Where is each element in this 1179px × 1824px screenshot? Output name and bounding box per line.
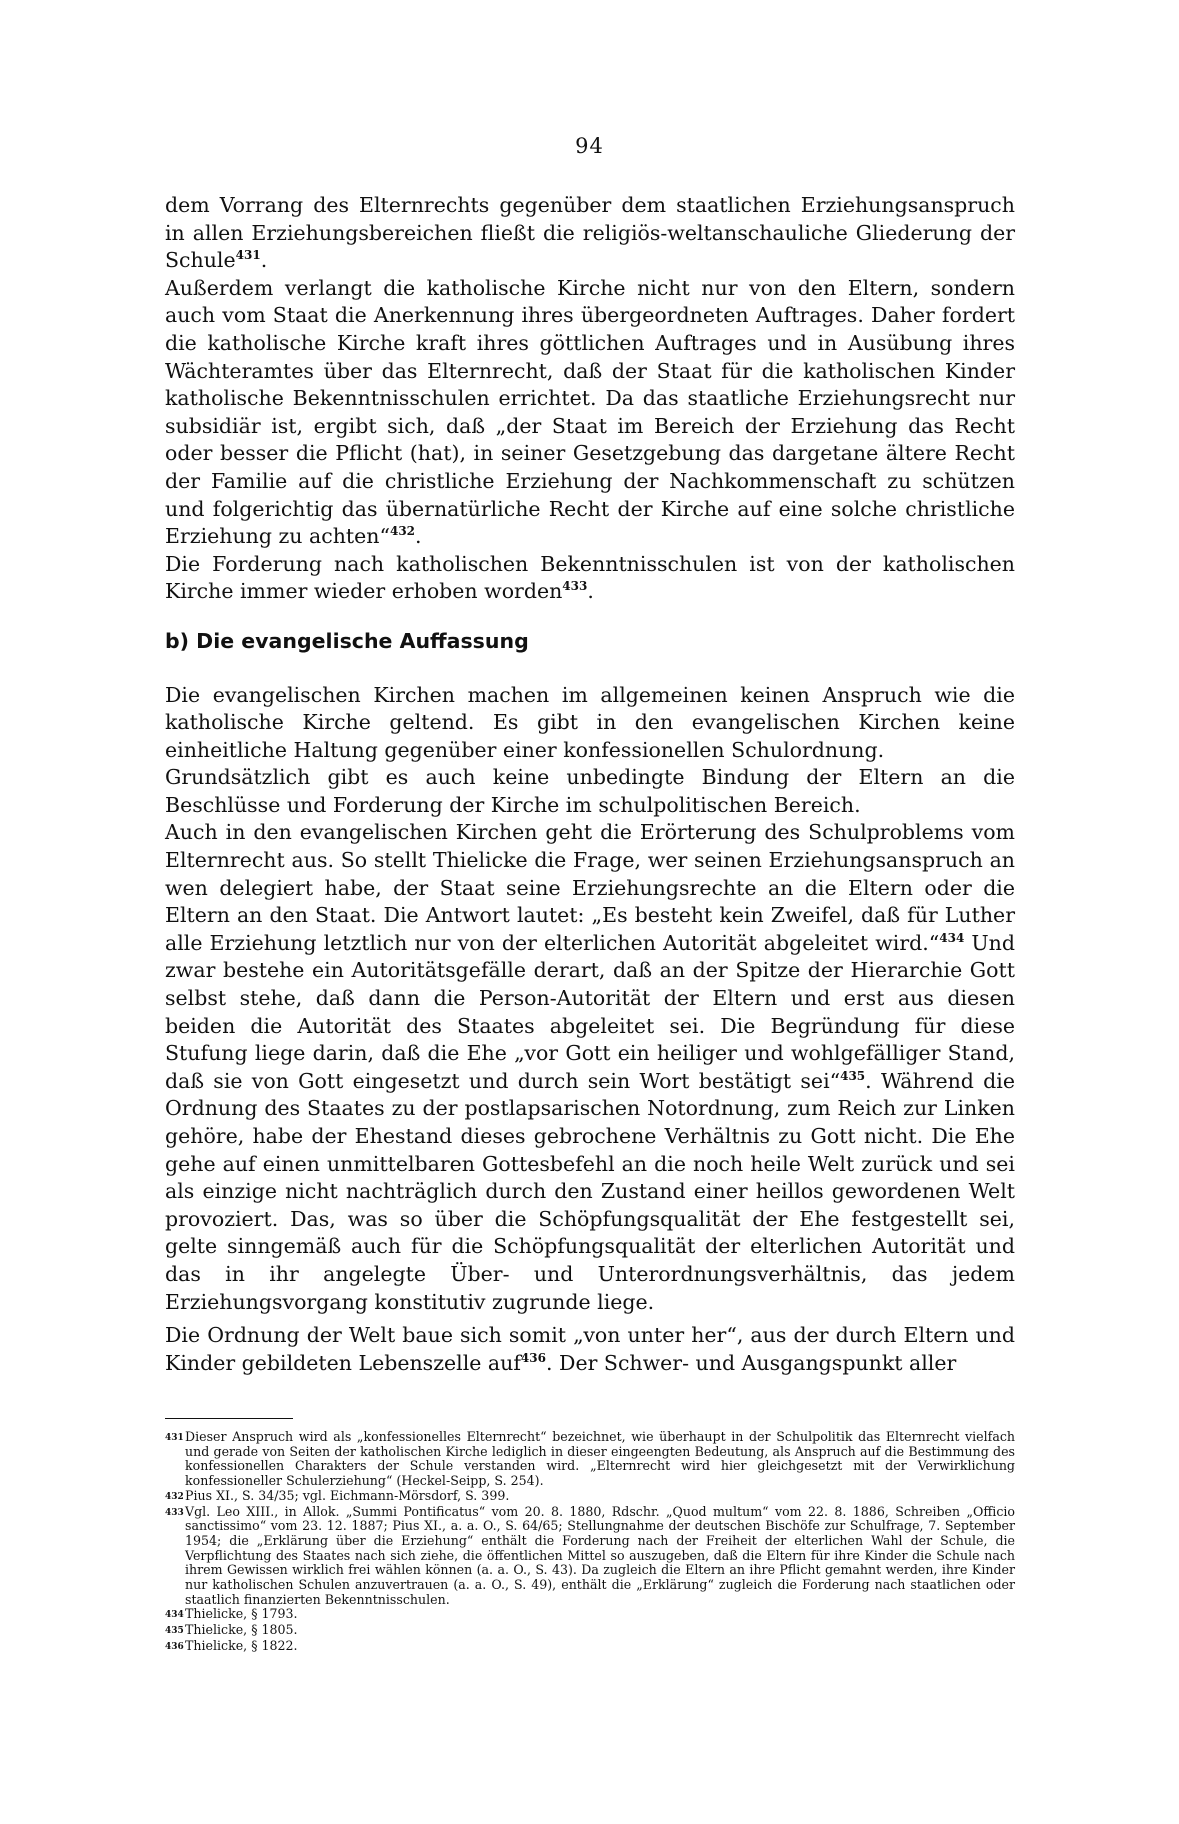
paragraph-text: . Der Schwer- und Ausgangspunkt aller (545, 1350, 957, 1375)
paragraph-6 (165, 819, 1015, 1316)
footnote-text: Pius XI., S. 34/35; vgl. Eichmann-Mörsdorf, S. 399. (185, 1487, 510, 1503)
footnote-number: 436 (165, 1641, 184, 1652)
footnote-ref[interactable]: 431 (235, 248, 261, 263)
main-text (165, 192, 1015, 1377)
paragraph-text: Auch in den evangelischen Kirchen geht die Erörterung des Schulproblems vom Elternrecht aus. So stellt Thielicke die Frage, wer seinen Erziehungsanspruch an wen delegiert habe, der Staat seine Erziehungsrechte an die Eltern oder die Eltern an den Staat. Die Antwort lautet: „Es besteht kein Zweifel, daß für Luther alle Erziehung letztlich nur von der elterlichen Autorität abgeleitet wird.“ (165, 820, 1015, 955)
paragraph-text: Und zwar bestehe ein Autoritätsgefälle derart, daß an der Spitze der Hierarchie Gott selbst stehe, daß dann die Person-Autorität der Eltern und erst aus diesen beiden die Autorität des Staates abgeleitet sei. Die Begründung für diese Stufung liege darin, daß die Ehe „vor Gott ein heiliger und wohlgefälliger Stand, daß sie von Gott eingesetzt und durch sein Wort bestätigt sei“ (165, 930, 1015, 1093)
paragraph-1 (165, 192, 1015, 275)
paragraph-end: . (260, 248, 268, 273)
paragraph-2 (165, 275, 1015, 551)
paragraph-text: dem Vorrang des Elternrechts gegenüber dem staatlichen Erziehungsanspruch in allen Erziehungsbereichen fließt die religiös-weltanschauliche Gliederung der Schule (165, 193, 1015, 273)
footnote-ref[interactable]: 433 (562, 579, 588, 594)
footnote (165, 1623, 1015, 1639)
paragraph-end: . (587, 579, 594, 604)
footnote-number: 431 (165, 1433, 184, 1443)
footnote (165, 1505, 1015, 1608)
paragraph-4: Die evangelischen Kirchen machen im allgemeinen keinen Anspruch wie die katholische Kirche geltend. Es gibt in den evangelischen Kirchen keine einheitliche Haltung gegenüber einer konfessionellen Schulordnung. (165, 682, 1015, 762)
footnotes (165, 1430, 1015, 1655)
footnote-ref[interactable]: 436 (520, 1350, 546, 1365)
footnote (165, 1489, 1015, 1505)
paragraph-end: . (415, 524, 422, 549)
footnote-text: Dieser Anspruch wird als „konfessionelles Elternrecht“ bezeichnet, wie überhaupt in der Schulpolitik das Elternrecht vielfach und gerade von Seiten der katholischen Kirche lediglich in dieser eingeengten Bedeutung, als Anspruch auf die Bestimmung des konfessionellen Charakters der Schule verstanden wird. „Elternrecht wird hier gleichgesetzt mit der Verwirklichung konfessioneller Schulerziehung“ (Heckel-Seipp, S. 254). (185, 1429, 1015, 1489)
paragraph-text: Die Ordnung der Welt baue sich somit „von unter her“, aus der durch Eltern und Kinder gebildeten Lebenszelle auf (165, 1323, 1015, 1375)
footnote-text: Thielicke, § 1805. (185, 1622, 298, 1638)
footnote (165, 1430, 1015, 1489)
section-heading: b) Die evangelische Auffassung (165, 628, 529, 653)
paragraph-5: Grundsätzlich gibt es auch keine unbedingte Bindung der Eltern an die Beschlüsse und Forderung der Kirche im schulpolitischen Bereich. (165, 765, 1015, 817)
footnote-number: 432 (165, 1491, 184, 1502)
footnote-ref[interactable]: 434 (939, 931, 965, 946)
footnote-text: Vgl. Leo XIII., in Allok. „Summi Pontificatus“ vom 20. 8. 1880, Rdschr. „Quod multum“ vom 22. 8. 1886, Schreiben „Officio sanctissimo“ vom 23. 12. 1887; Pius XI., a. a. O., S. 64/65; Stellungnahme der deutschen Bischöfe zur Schulfrage, 7. September 1954; die „Erklärung über die Erziehung“ enthält die Forderung nach der Freiheit der elterlichen Wahl der Schule, die Verpflichtung des Staates nach sich ziehe, die öffentlichen Mittel so auszugeben, daß die Eltern für ihre Kinder die Schule nach ihrem Gewissen wirklich frei wählen können (a. a. O., S. 43). Da zugleich die Eltern an ihre Pflicht gemahnt werden, ihre Kinder nur katholischen Schulen anzuvertrauen (a. a. O., S. 49), enthält die „Erklärung“ zugleich die Forderung nach staatlichen oder staatlich finanzierten Bekenntnisschulen. (185, 1503, 1015, 1607)
paragraph-text: . Während die Ordnung des Staates zu der postlapsarischen Notordnung, zum Reich zur Linken gehöre, habe der Ehestand dieses gebrochene Verhältnis zu Gott nicht. Die Ehe gehe auf einen unmittelbaren Gottesbefehl an die noch heile Welt zurück und sei als einzige nicht nachträglich durch den Zustand einer heillos gewordenen Welt provoziert. Das, was so über die Schöpfungsqualität der Ehe festgestellt sei, gelte sinngemäß auch für die Schöpfungsqualität der elterlichen Autorität und das in ihr angelegte Über- und Unterordnungsverhältnis, das jedem Erziehungsvorgang konstitutiv zugrunde liege. (165, 1068, 1015, 1314)
paragraph-text: Die Forderung nach katholischen Bekenntnisschulen ist von der katholischen Kirche immer wieder erhoben worden (165, 551, 1015, 604)
footnote-text: Thielicke, § 1822. (185, 1637, 298, 1653)
footnote-ref[interactable]: 432 (389, 524, 416, 539)
footnote-number: 435 (165, 1626, 184, 1637)
paragraph-3 (165, 551, 1015, 606)
footnote-separator (165, 1418, 293, 1419)
footnote-number: 433 (165, 1507, 184, 1518)
paragraph-7 (165, 1322, 1015, 1377)
page-number: 94 (575, 134, 604, 158)
footnote-number: 434 (165, 1610, 184, 1621)
footnote (165, 1639, 1015, 1655)
footnote-ref[interactable]: 435 (840, 1068, 866, 1083)
footnote (165, 1607, 1015, 1623)
footnote-text: Thielicke, § 1793. (185, 1606, 298, 1622)
paragraph-text: Außerdem verlangt die katholische Kirche nicht nur von den Eltern, sondern auch vom Staat die Anerkennung ihres übergeordneten Auftrages. Daher fordert die katholische Kirche kraft ihres göttlichen Auftrages und in Ausübung ihres Wächteramtes über das Elternrecht, daß der Staat für die katholischen Kinder katholische Bekenntnisschulen errichtet. Da das staatliche Erziehungsrecht nur subsidiär ist, ergibt sich, daß „der Staat im Bereich der Erziehung das Recht oder besser die Pflicht (hat), in seiner Gesetzgebung das dargetane ältere Recht der Familie auf die christliche Erziehung der Nachkommenschaft zu schützen und folgerichtig das übernatürliche Recht der Kirche auf eine solche christliche Erziehung zu achten“ (165, 275, 1015, 549)
